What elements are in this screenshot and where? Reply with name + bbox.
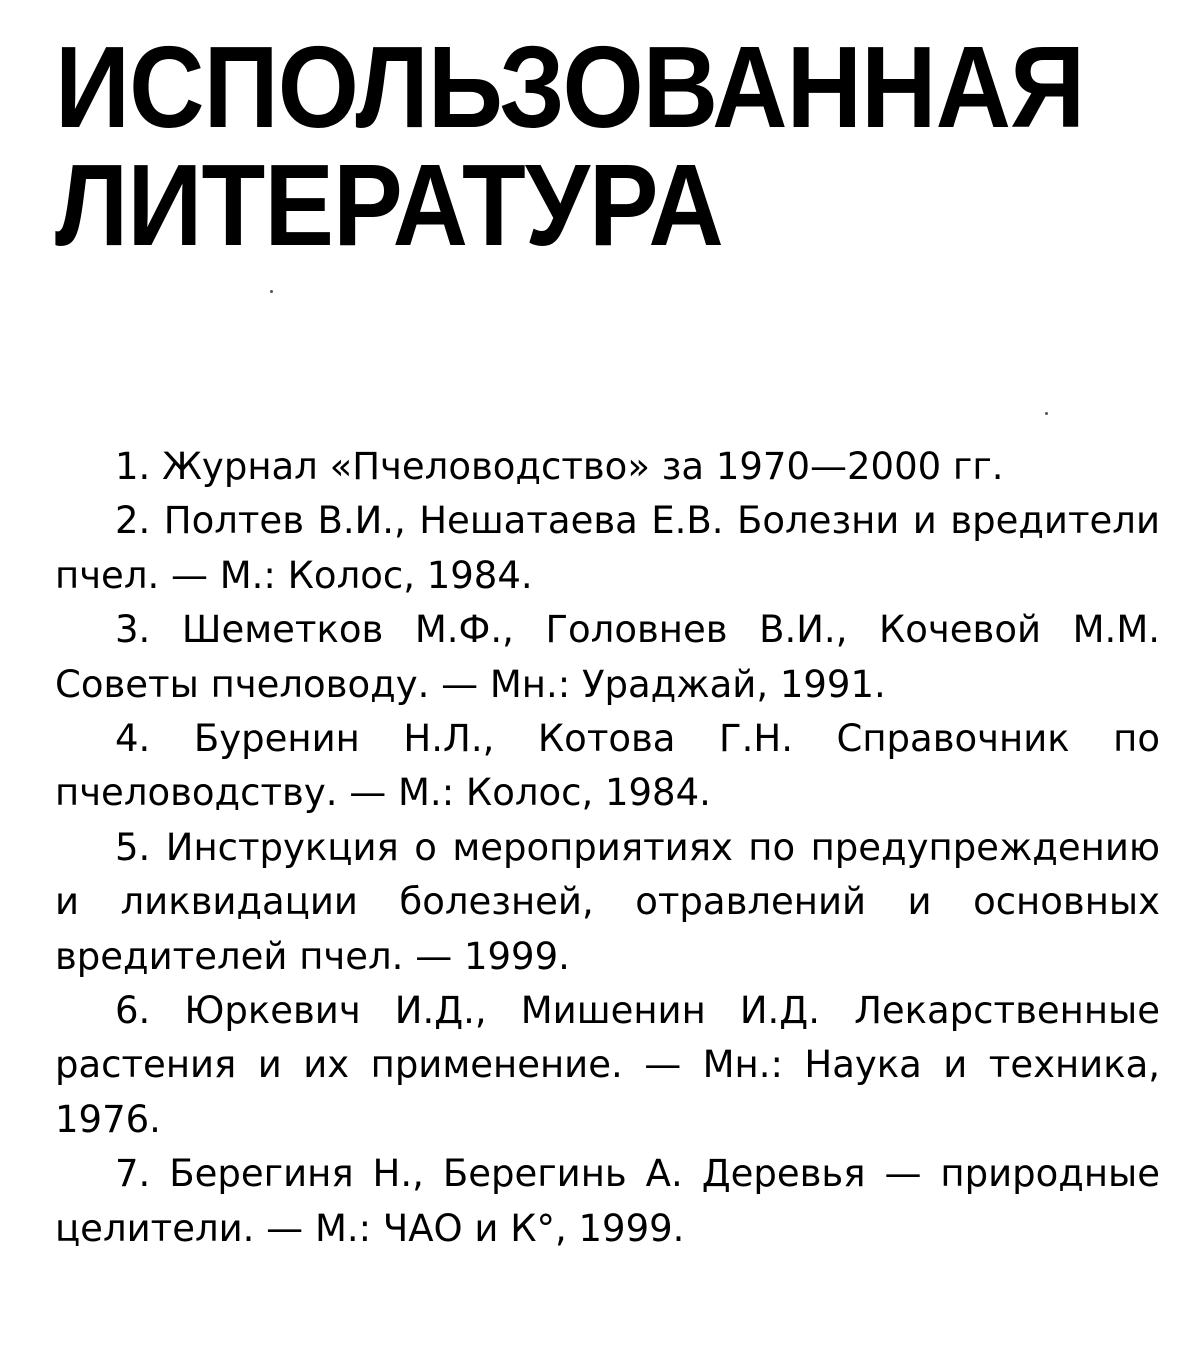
entry-text: Юркевич И.Д., Мишенин И.Д. Лекарственные растения и их применение. — Мн.: Наука и техника, 1976. <box>55 989 1160 1141</box>
page-title-line-2: ЛИТЕРАТУРА <box>55 140 723 270</box>
bibliography-list <box>55 440 1160 1256</box>
bibliography-entry <box>55 494 1160 603</box>
print-speck <box>1045 412 1048 415</box>
entry-number: 6. <box>115 989 151 1033</box>
bibliography-entry <box>55 984 1160 1147</box>
bibliography-entry <box>55 603 1160 712</box>
entry-number: 4. <box>115 717 151 761</box>
print-speck <box>270 290 273 293</box>
bibliography-entry <box>55 821 1160 984</box>
entry-number: 1. <box>115 445 151 488</box>
entry-number: 5. <box>115 825 151 869</box>
entry-number: 2. <box>115 499 151 543</box>
entry-text: Журнал «Пчеловодство» за 1970—2000 гг. <box>162 445 1004 488</box>
entry-text: Берегиня Н., Берегинь А. Деревья — природные целители. — М.: ЧАО и К°, 1999. <box>55 1152 1160 1250</box>
entry-text: Инструкция о мероприятиях по предупреждению и ликвидации болезней, отравлений и основных вредителей пчел. — 1999. <box>55 825 1161 978</box>
page-title-line-1: ИСПОЛЬЗОВАННАЯ <box>55 22 1085 152</box>
entry-text: Шеметков М.Ф., Головнев В.И., Кочевой М.М. Советы пчеловоду. — Мн.: Ураджай, 1991. <box>55 608 1160 706</box>
bibliography-entry <box>55 712 1160 821</box>
page-title <box>55 22 1085 270</box>
bibliography-entry <box>55 440 1160 494</box>
entry-number: 7. <box>115 1152 151 1196</box>
entry-text: Буренин Н.Л., Котова Г.Н. Справочник по пчеловодству. — М.: Колос, 1984. <box>55 717 1160 815</box>
entry-text: Полтев В.И., Нешатаева Е.В. Болезни и вредители пчел. — М.: Колос, 1984. <box>55 499 1160 597</box>
bibliography-entry <box>55 1147 1160 1256</box>
entry-number: 3. <box>115 608 151 652</box>
